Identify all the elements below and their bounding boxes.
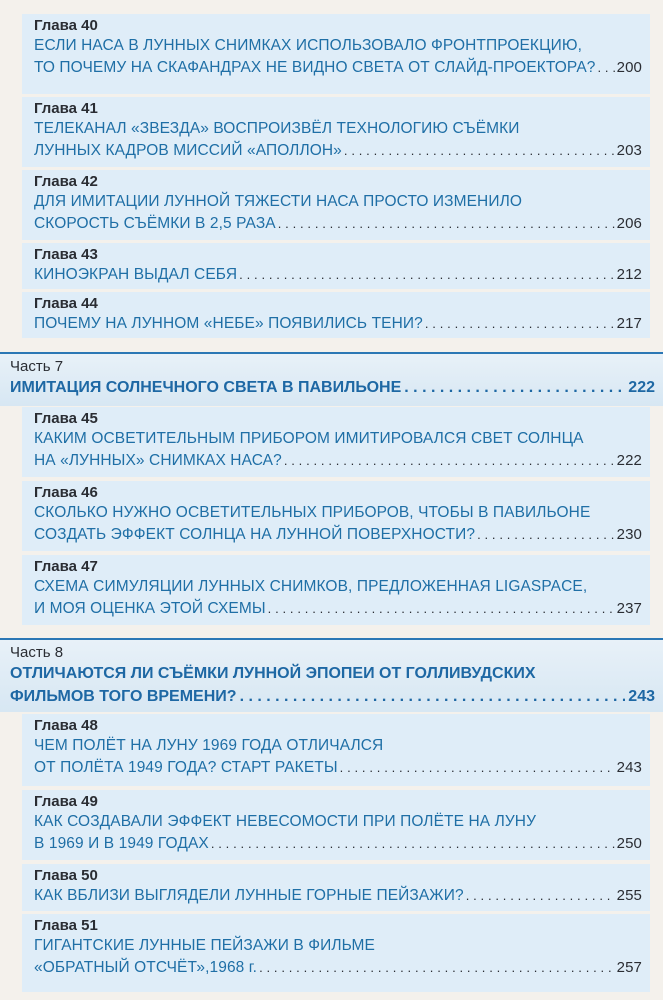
chapter-title-text: ОТ ПОЛЁТА 1949 ГОДА? СТАРТ РАКЕТЫ bbox=[34, 759, 338, 776]
part-title-line bbox=[10, 376, 655, 399]
toc-chapter-46[interactable] bbox=[22, 481, 650, 551]
leader-dots bbox=[477, 524, 615, 546]
chapter-title-text: ДЛЯ ИМИТАЦИИ ЛУННОЙ ТЯЖЕСТИ НАСА ПРОСТО ИЗМЕНИЛО bbox=[34, 193, 522, 210]
leader-dots bbox=[239, 264, 615, 286]
chapter-title-line bbox=[34, 935, 650, 957]
chapter-title-line bbox=[34, 450, 650, 472]
leader-dots bbox=[344, 140, 615, 162]
page-number: 230 bbox=[616, 526, 642, 543]
chapter-title-line bbox=[34, 735, 650, 757]
chapter-label: Глава 50 bbox=[34, 867, 98, 884]
chapter-title-text: ЕСЛИ НАСА В ЛУННЫХ СНИМКАХ ИСПОЛЬЗОВАЛО ФРОНТПРОЕКЦИЮ, bbox=[34, 37, 583, 54]
chapter-title-text: В 1969 И В 1949 ГОДАХ bbox=[34, 835, 209, 852]
chapter-title-line bbox=[34, 576, 650, 598]
part-title-line: ОТЛИЧАЮТСЯ ЛИ СЪЁМКИ ЛУННОЙ ЭПОПЕИ ОТ ГОЛЛИВУДСКИХ bbox=[10, 665, 536, 682]
chapter-title-line bbox=[34, 598, 650, 620]
leader-dots bbox=[597, 57, 614, 79]
chapter-label: Глава 49 bbox=[34, 793, 98, 810]
chapter-title-text: КАК СОЗДАВАЛИ ЭФФЕКТ НЕВЕСОМОСТИ ПРИ ПОЛЁТЕ НА ЛУНУ bbox=[34, 813, 537, 830]
chapter-title-text: ПОЧЕМУ НА ЛУННОМ «НЕБЕ» ПОЯВИЛИСЬ ТЕНИ? bbox=[34, 315, 423, 332]
chapter-title-line bbox=[34, 428, 650, 450]
leader-dots bbox=[404, 376, 625, 399]
chapter-title-line bbox=[34, 140, 650, 162]
chapter-title-text: ЧЕМ ПОЛЁТ НА ЛУНУ 1969 ГОДА ОТЛИЧАЛСЯ bbox=[34, 737, 384, 754]
toc-chapter-51[interactable] bbox=[22, 914, 650, 992]
chapter-title-line bbox=[34, 191, 650, 213]
page-number: 203 bbox=[616, 142, 642, 159]
part-title-text: ФИЛЬМОВ ТОГО ВРЕМЕНИ? bbox=[10, 688, 237, 705]
toc-chapter-47[interactable] bbox=[22, 555, 650, 625]
chapter-title-line bbox=[34, 524, 650, 546]
chapter-title-line bbox=[34, 35, 650, 57]
page-number: 200 bbox=[616, 59, 642, 76]
page-number: 250 bbox=[616, 835, 642, 852]
page-number: 243 bbox=[616, 759, 642, 776]
part-title-line bbox=[10, 685, 655, 708]
page-number: 255 bbox=[616, 887, 642, 904]
chapter-label: Глава 51 bbox=[34, 917, 98, 934]
chapter-label: Глава 42 bbox=[34, 173, 98, 190]
toc-part-7[interactable] bbox=[0, 352, 663, 406]
leader-dots bbox=[340, 757, 615, 779]
leader-dots bbox=[259, 957, 615, 979]
toc-chapter-45[interactable] bbox=[22, 407, 650, 477]
page-number: 222 bbox=[616, 452, 642, 469]
toc-chapter-40[interactable] bbox=[22, 14, 650, 94]
leader-dots bbox=[278, 213, 615, 235]
chapter-label: Глава 43 bbox=[34, 246, 98, 263]
chapter-title-line bbox=[34, 811, 650, 833]
chapter-title-text: ТЕЛЕКАНАЛ «ЗВЕЗДА» ВОСПРОИЗВЁЛ ТЕХНОЛОГИЮ СЪЁМКИ bbox=[34, 120, 520, 137]
chapter-title-text: КАК ВБЛИЗИ ВЫГЛЯДЕЛИ ЛУННЫЕ ГОРНЫЕ ПЕЙЗАЖИ? bbox=[34, 887, 464, 904]
page-number: 206 bbox=[616, 215, 642, 232]
leader-dots bbox=[211, 833, 615, 855]
chapter-label: Глава 45 bbox=[34, 410, 98, 427]
chapter-title-line bbox=[34, 118, 650, 140]
page-number: 212 bbox=[616, 266, 642, 283]
chapter-title-line bbox=[34, 757, 650, 779]
part-title-text: ИМИТАЦИЯ СОЛНЕЧНОГО СВЕТА В ПАВИЛЬОНЕ bbox=[10, 379, 402, 396]
toc-part-8[interactable] bbox=[0, 638, 663, 712]
toc-chapter-43[interactable] bbox=[22, 243, 650, 289]
chapter-title-text: ГИГАНТСКИЕ ЛУННЫЕ ПЕЙЗАЖИ В ФИЛЬМЕ bbox=[34, 937, 375, 954]
chapter-title-text: СОЗДАТЬ ЭФФЕКТ СОЛНЦА НА ЛУННОЙ ПОВЕРХНОСТИ? bbox=[34, 526, 476, 543]
toc-chapter-44[interactable] bbox=[22, 292, 650, 338]
page-number: 237 bbox=[616, 600, 642, 617]
chapter-title-line bbox=[34, 957, 650, 979]
chapter-title-text: И МОЯ ОЦЕНКА ЭТОЙ СХЕМЫ bbox=[34, 600, 266, 617]
chapter-label: Глава 48 bbox=[34, 717, 98, 734]
leader-dots bbox=[240, 685, 626, 708]
page-number: 222 bbox=[628, 379, 655, 396]
chapter-title-text: КАКИМ ОСВЕТИТЕЛЬНЫМ ПРИБОРОМ ИМИТИРОВАЛСЯ СВЕТ СОЛНЦА bbox=[34, 430, 584, 447]
chapter-title-text: ЛУННЫХ КАДРОВ МИССИЙ «АПОЛЛОН» bbox=[34, 142, 342, 159]
chapter-title-line bbox=[34, 264, 650, 286]
toc-chapter-49[interactable] bbox=[22, 790, 650, 860]
chapter-title-line bbox=[34, 502, 650, 524]
chapter-title-text: СКОЛЬКО НУЖНО ОСВЕТИТЕЛЬНЫХ ПРИБОРОВ, ЧТОБЫ В ПАВИЛЬОНЕ bbox=[34, 504, 591, 521]
chapter-title-line bbox=[34, 57, 650, 79]
chapter-title-line bbox=[34, 885, 650, 907]
chapter-label: Глава 47 bbox=[34, 558, 98, 575]
leader-dots bbox=[284, 450, 615, 472]
chapter-label: Глава 46 bbox=[34, 484, 98, 501]
toc-chapter-50[interactable] bbox=[22, 864, 650, 911]
page-number: 257 bbox=[616, 959, 642, 976]
page-number: 243 bbox=[628, 688, 655, 705]
chapter-label: Глава 41 bbox=[34, 100, 98, 117]
chapter-title-text: НА «ЛУННЫХ» СНИМКАХ НАСА? bbox=[34, 452, 282, 469]
leader-dots bbox=[425, 313, 615, 335]
page-number: 217 bbox=[616, 315, 642, 332]
part-label: Часть 7 bbox=[10, 358, 64, 375]
chapter-title-line bbox=[34, 213, 650, 235]
leader-dots bbox=[466, 885, 615, 907]
chapter-title-text: КИНОЭКРАН ВЫДАЛ СЕБЯ bbox=[34, 266, 238, 283]
part-label: Часть 8 bbox=[10, 644, 64, 661]
chapter-title-line bbox=[34, 833, 650, 855]
chapter-title-line bbox=[34, 313, 650, 335]
chapter-title-text: СКОРОСТЬ СЪЁМКИ В 2,5 РАЗА bbox=[34, 215, 276, 232]
toc-chapter-42[interactable] bbox=[22, 170, 650, 240]
chapter-title-text: СХЕМА СИМУЛЯЦИИ ЛУННЫХ СНИМКОВ, ПРЕДЛОЖЕННАЯ LIGASPACE, bbox=[34, 578, 588, 595]
chapter-title-text: «ОБРАТНЫЙ ОТСЧЁТ»,1968 г. bbox=[34, 959, 258, 976]
toc-chapter-48[interactable] bbox=[22, 714, 650, 786]
chapter-label: Глава 40 bbox=[34, 17, 98, 34]
chapter-title-text: ТО ПОЧЕМУ НА СКАФАНДРАХ НЕ ВИДНО СВЕТА ОТ СЛАЙД-ПРОЕКТОРА? bbox=[34, 59, 596, 76]
toc-chapter-41[interactable] bbox=[22, 97, 650, 167]
leader-dots bbox=[268, 598, 615, 620]
chapter-label: Глава 44 bbox=[34, 295, 98, 312]
